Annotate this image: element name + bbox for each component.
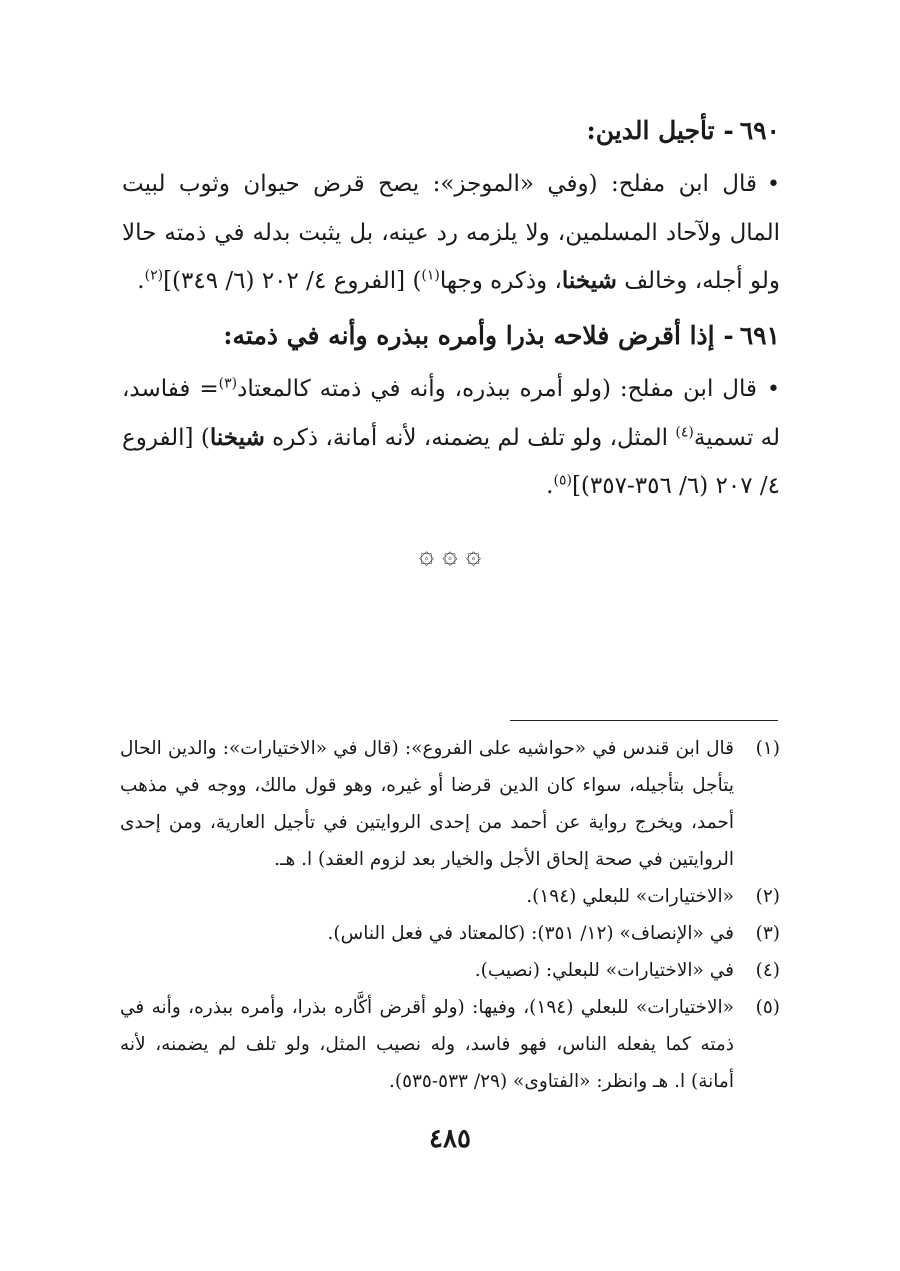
footnote-ref-5[interactable]: (٥) [553, 472, 572, 489]
section-paragraph-690 [122, 160, 780, 305]
footnote-4 [120, 952, 780, 989]
footnote-3 [120, 915, 780, 952]
paragraph-text: . [546, 473, 554, 499]
paragraph-text: قال ابن مفلح: (وفي «الموجز»: يصح قرض حيوان وثوب لبيت المال ولآحاد المسلمين، ولا يلزمه رد عينه، بل يثبت بدله في ذمته حالا ولو أجله، وخالف [122, 171, 780, 294]
footnote-text: في «الاختيارات» للبعلي: (نصيب). [474, 960, 734, 981]
footnote-number: (٥) [755, 997, 780, 1018]
footnote-number: (٢) [755, 886, 780, 907]
footnote-1 [120, 730, 780, 878]
footnote-text: «الاختيارات» للبعلي (١٩٤). [526, 886, 734, 907]
footnote-number: (٤) [755, 960, 780, 981]
page-number: ٤٨٥ [429, 1124, 471, 1154]
footnote-text: «الاختيارات» للبعلي (١٩٤)، وفيها: (ولو أقرض أكَّاره بذرا، وأمره ببذره، وأنه في ذمته كما يفعله الناس، فهو فاسد، وله نصيب المثل، ولو تلف لم يضمنه، لأنه أمانة) ا. هـ وانظر: «الفتاوى» (٢٩/ ٥٣٣-٥٣٥). [120, 997, 734, 1092]
footnote-divider [510, 720, 778, 721]
section-paragraph-691 [122, 365, 780, 510]
footnote-ref-1[interactable]: (١) [421, 267, 440, 284]
paragraph-text: المثل، ولو تلف لم يضمنه، لأنه أمانة، ذكره [264, 425, 676, 451]
citation-text: ) [الفروع ٤/ ٢٠٧ (٦/ ٣٥٦-٣٥٧)] [122, 425, 780, 499]
footnote-ref-4[interactable]: (٤) [675, 424, 694, 441]
section-heading-691 [122, 313, 780, 359]
paragraph-text: . [137, 268, 145, 294]
footnote-number: (١) [755, 738, 780, 759]
section-end-ornament-icon: ۞ ۞ ۞ [418, 540, 482, 570]
section-title: - تأجيل الدين: [586, 116, 734, 145]
paragraph-text: قال ابن مفلح: (ولو أمره ببذره، وأنه في ذمته كالمعتاد [237, 376, 758, 402]
footnote-text: في «الإنصاف» (١٢/ ٣٥١): (كالمعتاد في فعل الناس). [327, 923, 734, 944]
section-number: ٦٩١ [739, 321, 780, 350]
footnote-ref-3[interactable]: (٣) [218, 375, 238, 392]
footnote-ref-2[interactable]: (٢) [144, 267, 164, 284]
bullet-icon: • [767, 377, 780, 402]
footnotes [120, 730, 780, 1100]
main-text [122, 108, 780, 518]
paragraph-text: ، وذكره وجها [439, 268, 562, 294]
footnote-text: قال ابن قندس في «حواشيه على الفروع»: (قال في «الاختيارات»: والدين الحال يتأجل بتأجيله، سواء كان الدين قرضا أو غيره، وهو قول مالك، ووجه في مذهب أحمد، ويخرج رواية عن أحمد من إحدى الروايتين في تأجيل العارية، ومن إحدى الروايتين في صحة إلحاق الأجل والخيار بعد لزوم العقد) ا. هـ. [120, 738, 734, 870]
paragraph-text: = ففاسد، له تسمية [122, 376, 781, 451]
section-heading-690 [122, 108, 780, 154]
bold-term: شيخنا [561, 267, 617, 294]
section-title: - إذا أقرض فلاحه بذرا وأمره ببذره وأنه في ذمته: [223, 321, 734, 350]
footnote-5 [120, 989, 780, 1100]
bold-term: شيخنا [209, 424, 265, 451]
footnote-number: (٣) [755, 923, 780, 944]
bullet-icon: • [767, 172, 780, 197]
section-number: ٦٩٠ [739, 116, 780, 145]
citation-text: ) [الفروع ٤/ ٢٠٢ (٦/ ٣٤٩)] [163, 268, 422, 294]
footnote-2 [120, 878, 780, 915]
